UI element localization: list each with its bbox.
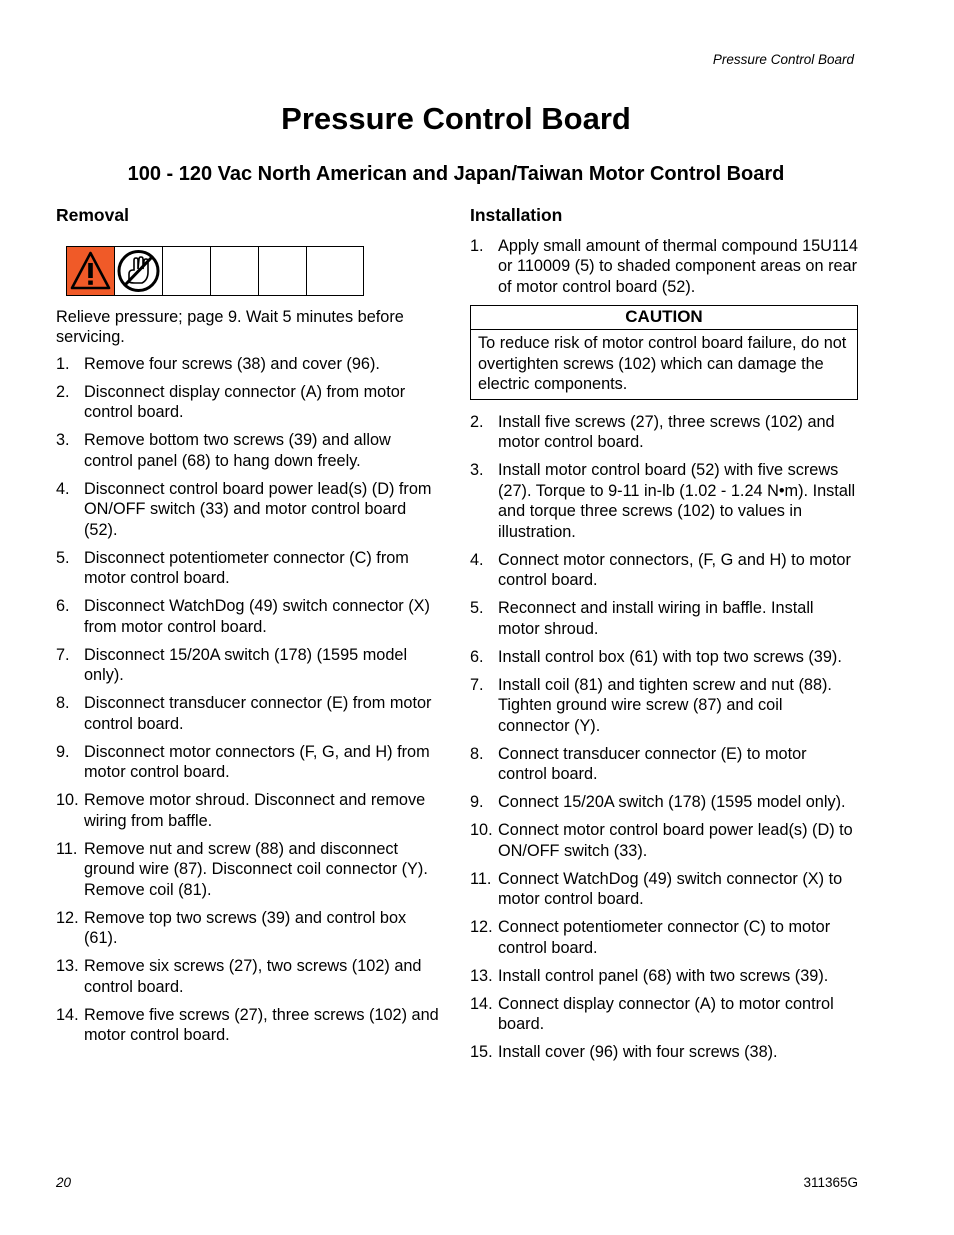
empty-symbol-cell bbox=[307, 247, 355, 295]
step-text: Disconnect 15/20A switch (178) (1595 model only). bbox=[84, 645, 408, 684]
installation-heading: Installation bbox=[470, 205, 563, 225]
step-number: 3. bbox=[56, 431, 70, 449]
step-text: Remove six screws (27), two screws (102) and control board. bbox=[84, 957, 422, 996]
installation-column bbox=[470, 205, 858, 1070]
step-number: 1. bbox=[56, 354, 70, 373]
step-text: Connect motor control board power lead(s) (D) to ON/OFF switch (33). bbox=[498, 821, 853, 860]
removal-heading: Removal bbox=[56, 205, 129, 225]
step-text: Install control box (61) with top two screws (39). bbox=[498, 647, 842, 666]
list-item bbox=[470, 792, 858, 813]
list-item bbox=[56, 742, 441, 783]
step-number: 5. bbox=[56, 548, 70, 567]
step-number: 14. bbox=[470, 994, 493, 1013]
step-number: 4. bbox=[56, 479, 70, 498]
caution-box bbox=[470, 305, 858, 400]
step-number: 10. bbox=[56, 791, 79, 809]
step-text: Remove bottom two screws (39) and allow control panel (68) to hang down freely. bbox=[84, 431, 391, 470]
list-item bbox=[56, 693, 441, 734]
document-number: 311365G bbox=[803, 1175, 858, 1190]
step-number: 11. bbox=[470, 869, 492, 888]
list-item bbox=[56, 382, 441, 423]
step-text: Connect potentiometer connector (C) to motor control board. bbox=[498, 918, 831, 957]
empty-symbol-cell bbox=[259, 247, 307, 295]
step-number: 13. bbox=[56, 957, 79, 975]
caution-text: To reduce risk of motor control board failure, do not overtighten screws (102) which can damage the electric components. bbox=[478, 334, 847, 393]
list-item bbox=[470, 550, 858, 591]
step-number: 7. bbox=[470, 675, 484, 694]
step-text: Connect transducer connector (E) to motor control board. bbox=[498, 744, 807, 783]
list-item bbox=[470, 869, 858, 910]
step-text: Install five screws (27), three screws (102) and motor control board. bbox=[498, 412, 835, 451]
step-number: 10. bbox=[470, 821, 493, 839]
list-item bbox=[56, 790, 441, 831]
running-header: Pressure Control Board bbox=[712, 52, 854, 67]
step-text: Connect display connector (A) to motor control board. bbox=[498, 994, 834, 1033]
step-text: Connect WatchDog (49) switch connector (X) to motor control board. bbox=[498, 869, 843, 908]
list-item bbox=[56, 908, 441, 949]
list-item bbox=[470, 917, 858, 958]
step-number: 2. bbox=[470, 412, 484, 431]
step-text: Remove motor shroud. Disconnect and remove wiring from baffle. bbox=[84, 791, 426, 830]
removal-steps-list bbox=[56, 354, 441, 1046]
list-item bbox=[470, 460, 858, 542]
list-item bbox=[470, 647, 858, 668]
step-text: Apply small amount of thermal compound 15U114 or 110009 (5) to shaded component areas on rear of motor control board (52). bbox=[498, 236, 858, 296]
list-item bbox=[56, 1005, 441, 1046]
step-text: Install coil (81) and tighten screw and nut (88). Tighten ground wire screw (87) and coil connector (Y). bbox=[498, 675, 832, 735]
step-number: 15. bbox=[470, 1043, 493, 1061]
empty-symbol-cell bbox=[163, 247, 211, 295]
list-item bbox=[470, 675, 858, 737]
list-item bbox=[470, 820, 858, 861]
list-item bbox=[56, 596, 441, 637]
step-text: Remove four screws (38) and cover (96). bbox=[84, 354, 380, 373]
step-number: 13. bbox=[470, 966, 493, 985]
step-text: Reconnect and install wiring in baffle. Install motor shroud. bbox=[498, 599, 814, 638]
list-item bbox=[56, 548, 441, 589]
step-text: Disconnect motor connectors (F, G, and H) from motor control board. bbox=[84, 742, 430, 781]
list-item bbox=[470, 236, 858, 298]
list-item bbox=[56, 479, 441, 541]
step-number: 1. bbox=[470, 236, 484, 255]
step-number: 8. bbox=[470, 744, 484, 763]
list-item bbox=[470, 744, 858, 785]
step-number: 9. bbox=[56, 742, 70, 761]
list-item bbox=[56, 956, 441, 997]
step-text: Disconnect display connector (A) from motor control board. bbox=[84, 382, 406, 421]
removal-intro: Relieve pressure; page 9. Wait 5 minutes before servicing. bbox=[56, 307, 404, 346]
step-number: 12. bbox=[56, 908, 79, 927]
section-title: 100 - 120 Vac North American and Japan/Taiwan Motor Control Board bbox=[127, 163, 785, 185]
step-number: 6. bbox=[470, 647, 484, 666]
page-title: Pressure Control Board bbox=[281, 101, 631, 136]
step-text: Remove five screws (27), three screws (102) and motor control board. bbox=[84, 1005, 439, 1044]
list-item bbox=[56, 645, 441, 686]
step-number: 7. bbox=[56, 645, 70, 664]
hazard-symbol-strip bbox=[66, 246, 364, 296]
step-number: 12. bbox=[470, 918, 493, 936]
step-text: Remove top two screws (39) and control box (61). bbox=[84, 908, 407, 947]
step-number: 11. bbox=[56, 839, 78, 858]
warning-triangle-icon bbox=[67, 247, 115, 295]
step-number: 14. bbox=[56, 1005, 79, 1024]
list-item bbox=[56, 430, 441, 471]
list-item bbox=[470, 966, 858, 987]
installation-steps-list bbox=[470, 412, 858, 1063]
step-number: 8. bbox=[56, 694, 70, 712]
step-text: Install cover (96) with four screws (38). bbox=[498, 1043, 778, 1061]
step-number: 9. bbox=[470, 793, 484, 811]
step-text: Remove nut and screw (88) and disconnect ground wire (87). Disconnect coil connector (Y). Remove coil (81). bbox=[84, 839, 428, 899]
list-item bbox=[56, 839, 441, 901]
list-item bbox=[470, 598, 858, 639]
step-text: Connect motor connectors, (F, G and H) to motor control board. bbox=[498, 550, 851, 589]
caution-label: CAUTION bbox=[471, 306, 857, 331]
step-text: Disconnect transducer connector (E) from motor control board. bbox=[84, 694, 432, 733]
step-text: Disconnect WatchDog (49) switch connector (X) from motor control board. bbox=[84, 597, 430, 636]
step-number: 6. bbox=[56, 597, 70, 615]
step-text: Disconnect potentiometer connector (C) from motor control board. bbox=[84, 548, 409, 587]
list-item bbox=[470, 412, 858, 453]
list-item bbox=[56, 354, 441, 375]
step-number: 2. bbox=[56, 382, 70, 401]
no-hand-spray-icon bbox=[115, 247, 163, 295]
list-item bbox=[470, 1042, 858, 1063]
step-text: Install motor control board (52) with five screws (27). Torque to 9-11 in-lb (1.02 - 1.24 N•m). Install and torque three screws (102) to values in illustration. bbox=[498, 461, 856, 541]
removal-column bbox=[56, 205, 441, 1053]
step-text: Disconnect control board power lead(s) (D) from ON/OFF switch (33) and motor control board (52). bbox=[84, 479, 432, 539]
empty-symbol-cell bbox=[211, 247, 259, 295]
step-number: 5. bbox=[470, 599, 484, 617]
page-number: 20 bbox=[56, 1175, 72, 1190]
list-item bbox=[470, 994, 858, 1035]
step-number: 3. bbox=[470, 461, 484, 479]
installation-steps-list-first bbox=[470, 236, 858, 298]
step-text: Connect 15/20A switch (178) (1595 model only). bbox=[498, 793, 846, 811]
step-number: 4. bbox=[470, 550, 484, 569]
step-text: Install control panel (68) with two screws (39). bbox=[498, 966, 829, 985]
